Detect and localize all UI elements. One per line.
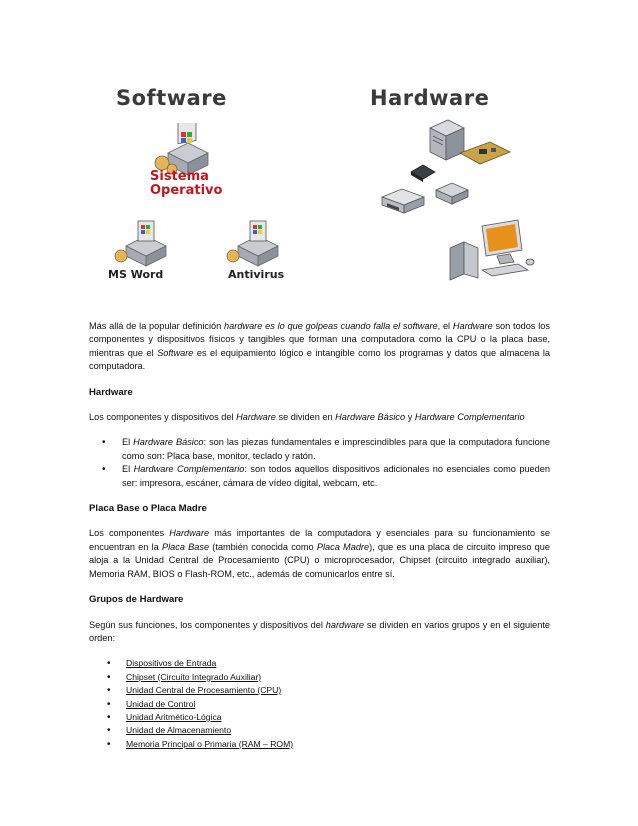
- hw-text-4: Hardware Básico: [335, 412, 406, 423]
- b2-text-a: El: [122, 464, 134, 475]
- list-item: [89, 724, 550, 737]
- b2-text-c: : son todos aquellos dispositivos adicionales no esenciales como pueden ser: impresora, escáner, cámara de vídeo digital, webcam, etc.: [122, 464, 550, 488]
- hardware-types-list: [89, 436, 550, 490]
- circuit-board-icon: [455, 138, 515, 168]
- hw-text-6: Hardware Complementario: [414, 412, 525, 423]
- antivirus-label: Antivirus: [228, 268, 285, 281]
- b1-text-c: : son las piezas fundamentales e imprescindibles para que la computadora funcione como son: Placa base, monitor, teclado y ratón.: [122, 437, 550, 461]
- list-item: [89, 671, 550, 684]
- link-chipset[interactable]: Chipset (Circuito Integrado Auxiliar): [126, 671, 262, 682]
- intro-text-1: Más allá de la popular definición: [89, 321, 225, 331]
- gr-text-3: se dividen en varios grupos y en el siguiente orden:: [89, 619, 550, 643]
- list-item: [89, 698, 550, 711]
- msword-label: MS Word: [108, 268, 164, 281]
- pb-text-7: ), que es una placa de circuito impreso que aloja a la Unidad Central de Procesamiento (CPU) o microprocesador, Chipset (circuito integrado auxiliar), Memoria RAM, BIOS o Flash-ROM, etc., además de comunicarlos entre sí.: [89, 541, 550, 579]
- heading-hardware: Hardware: [89, 386, 133, 398]
- hardware-paragraph: [89, 411, 550, 424]
- link-dispositivos-entrada[interactable]: Dispositivos de Entrada: [126, 658, 217, 669]
- cd-drive-icon: [378, 183, 428, 218]
- placa-paragraph: [89, 527, 550, 581]
- hardware-title: Hardware: [370, 86, 490, 110]
- so-label: [150, 170, 222, 198]
- link-unidad-control[interactable]: Unidad de Control: [126, 698, 196, 709]
- heading-placa-base: Placa Base o Placa Madre: [89, 503, 207, 515]
- link-cpu[interactable]: Unidad Central de Procesamiento (CPU): [126, 685, 282, 696]
- intro-text-5: son todos los componentes y dispositivos físicos y tangibles que forman una computadora como la CPU o la placa base, mientras que el: [89, 321, 550, 358]
- grupos-paragraph: [89, 619, 550, 646]
- link-unidad-almacenamiento[interactable]: Unidad de Almacenamiento: [126, 725, 232, 736]
- drive-unit-icon: [432, 178, 472, 208]
- intro-text-4: Hardware: [452, 321, 493, 331]
- hw-text-1: Los componentes y dispositivos del: [89, 412, 237, 423]
- grupos-links-list: [89, 657, 550, 751]
- software-title: Software: [116, 86, 227, 110]
- msword-package-icon: [112, 218, 182, 268]
- gr-text-2: hardware: [325, 619, 365, 630]
- so-label-line2: Operativo: [150, 183, 223, 198]
- pb-text-6: Placa Madre: [316, 541, 370, 552]
- list-item: [89, 657, 550, 670]
- so-label-line1: Sistema: [150, 169, 209, 184]
- antivirus-package-icon: [224, 218, 294, 268]
- document-body: [89, 320, 550, 751]
- link-memoria-principal[interactable]: Memoria Principal o Primaria (RAM – ROM): [126, 738, 294, 749]
- hw-text-5: y: [405, 412, 415, 423]
- pb-text-1: Los componentes: [89, 528, 170, 539]
- list-item-basico: [89, 436, 550, 463]
- pb-text-2: Hardware: [169, 528, 210, 539]
- gr-text-1: Según sus funciones, los componentes y dispositivos del: [89, 619, 326, 630]
- intro-text-2: hardware es lo que golpeas cuando falla el software: [224, 321, 438, 331]
- software-hardware-figure: [90, 78, 550, 290]
- intro-text-6: Software: [157, 347, 194, 358]
- hw-text-3: se dividen en: [275, 412, 336, 423]
- list-item: [89, 738, 550, 751]
- intro-text-7: es el equipamiento lógico e intangible como los programas y datos que almacena la computadora.: [89, 347, 551, 372]
- pb-text-3: más importantes de la computadora y esenciales para su funcionamiento se encuentran en la: [89, 528, 550, 552]
- pb-text-5: (también conocida como: [209, 541, 317, 552]
- link-unidad-aritmetico-logica[interactable]: Unidad Aritmético-Lógica: [126, 711, 222, 722]
- b1-text-b: Hardware Básico: [133, 437, 204, 448]
- desktop-computer-icon: [442, 218, 537, 283]
- intro-paragraph: [89, 320, 550, 374]
- list-item: [89, 684, 550, 697]
- pb-text-4: Placa Base: [161, 541, 210, 552]
- intro-text-3: , el: [437, 321, 453, 331]
- heading-grupos: Grupos de Hardware: [89, 594, 184, 606]
- b2-text-b: Hardware Complementario: [133, 464, 245, 475]
- list-item-complementario: [89, 463, 550, 490]
- list-item: [89, 711, 550, 724]
- b1-text-a: El: [122, 437, 134, 448]
- hw-text-2: Hardware: [236, 412, 276, 423]
